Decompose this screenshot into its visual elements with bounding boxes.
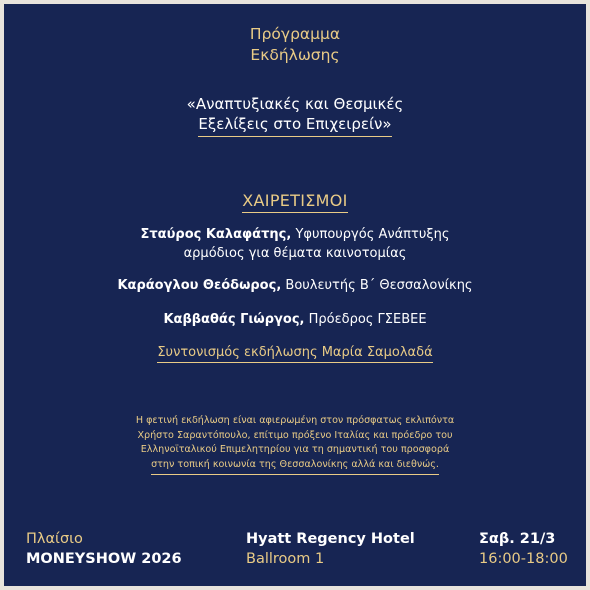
event-time: 16:00-18:00: [479, 551, 568, 567]
coordination-text: Συντονισμός εκδήλωσης Μαρία Σαμολαδά: [157, 345, 432, 363]
speaker-2-name: Καράογλου Θεόδωρος,: [117, 278, 282, 293]
greetings-heading-row: [4, 191, 586, 213]
speaker-3-name: Καββαθάς Γιώργος,: [163, 312, 305, 327]
dedication-line3: Ελληνοϊταλικού Επιμελητηρίου για τη σημαντική του προσφορά: [140, 444, 450, 455]
conference-title-line2: Εξελίξεις στο Επιχειρείν»: [198, 114, 391, 137]
venue-room: Ballroom 1: [246, 551, 325, 567]
dedication-note: [4, 414, 586, 475]
speaker-3: [4, 310, 586, 329]
speaker-1-name: Σταύρος Καλαφάτης,: [140, 227, 292, 242]
dedication-line4: στην τοπική κοινωνία της Θεσσαλονίκης αλλά και διεθνώς.: [151, 458, 439, 476]
poster-panel: [4, 4, 586, 586]
event-date: Σαβ. 21/3: [479, 531, 556, 547]
footer-framework: [26, 529, 182, 569]
greetings-heading: ΧΑΙΡΕΤΙΣΜΟΙ: [242, 191, 347, 213]
framework-value: MONEYSHOW 2026: [26, 551, 182, 567]
conference-title: [4, 94, 586, 137]
coordination-row: [4, 345, 586, 363]
speaker-1: [4, 225, 586, 263]
dedication-line2: Χρήστο Σαραντόπουλο, επίτιμο πρόξενο Ιταλίας και πρόεδρο του: [137, 429, 453, 441]
dedication-line1: Η φετινή εκδήλωση είναι αφιερωμένη στον πρόσφατως εκλιπόντα: [135, 415, 455, 426]
speaker-1-role-line2: αρμόδιος για θέματα καινοτομίας: [183, 246, 407, 261]
footer-venue: [246, 529, 415, 569]
program-heading-line1: Πρόγραμμα: [249, 25, 341, 43]
speaker-3-role: Πρόεδρος ΓΣΕΒΕΕ: [304, 312, 427, 327]
speaker-2: [4, 276, 586, 295]
conference-title-line1: «Αναπτυξιακές και Θεσμικές: [186, 95, 404, 113]
program-heading-line2: Εκδήλωσης: [250, 46, 340, 64]
footer-datetime: [479, 529, 568, 569]
speaker-1-role: Υφυπουργός Ανάπτυξης: [291, 227, 450, 242]
framework-label: Πλαίσιο: [26, 531, 83, 547]
speaker-2-role: Βουλευτής Β΄ Θεσσαλονίκης: [281, 278, 473, 293]
venue-name: Hyatt Regency Hotel: [246, 531, 415, 547]
program-heading: [4, 24, 586, 66]
